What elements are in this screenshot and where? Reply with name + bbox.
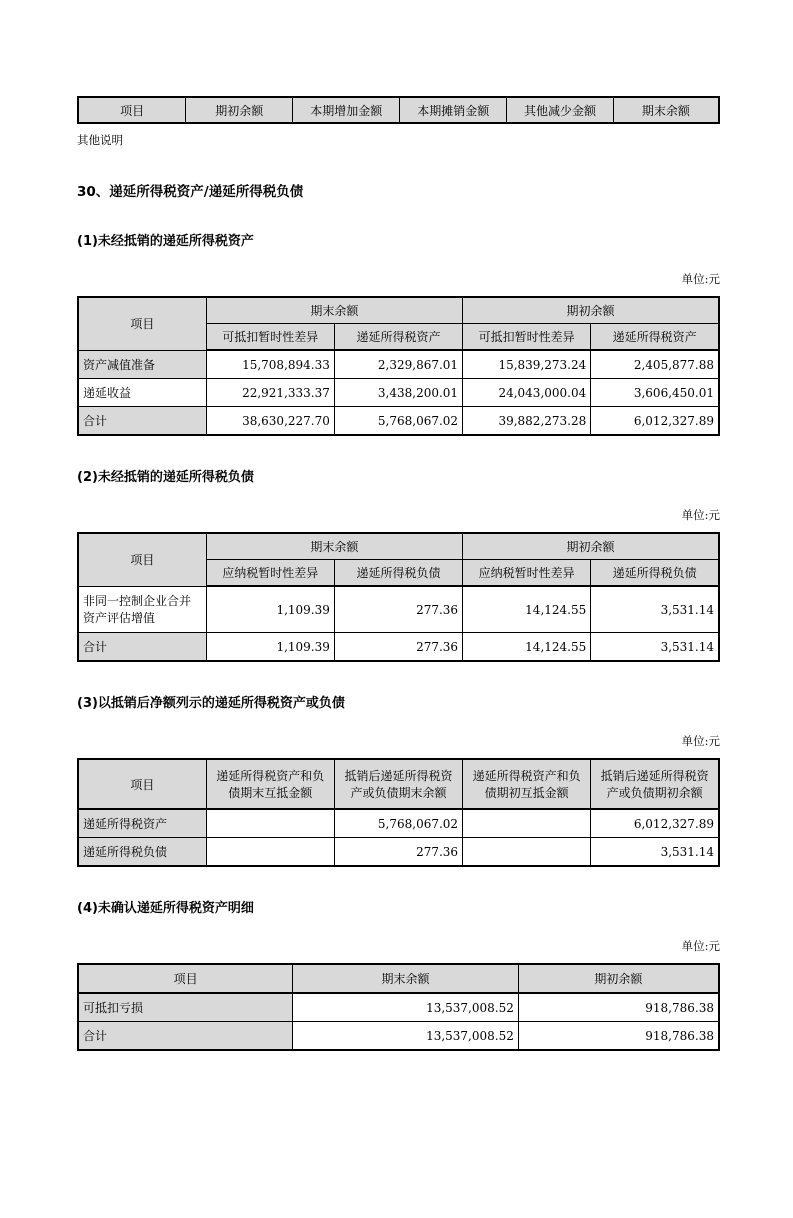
column-header: 递延所得税资产和负债期初互抵金额 (463, 759, 591, 809)
table-header-row (78, 97, 719, 123)
unoffset-dtl-table (77, 532, 720, 662)
value-cell: 22,921,333.37 (206, 379, 334, 407)
table-row (78, 379, 719, 407)
value-cell: 14,124.55 (463, 586, 591, 633)
column-header: 本期摊销金额 (400, 97, 507, 123)
row-label: 非同一控制企业合并资产评估增值 (78, 586, 206, 633)
unrecognized-dta-table (77, 963, 720, 1051)
column-header: 递延所得税资产 (334, 324, 462, 351)
item-column-header: 项目 (78, 964, 293, 993)
value-cell: 2,405,877.88 (591, 350, 719, 379)
total-row (78, 1022, 719, 1051)
unit-label: 单位:元 (681, 939, 720, 953)
subsection-1-title: (1)未经抵销的递延所得税资产 (77, 234, 254, 249)
value-cell: 277.36 (334, 586, 462, 633)
value-cell: 5,768,067.02 (334, 407, 462, 436)
page-content (77, 96, 720, 1051)
value-cell: 15,839,273.24 (463, 350, 591, 379)
column-header: 期末余额 (613, 97, 719, 123)
section-30-title: 30、递延所得税资产/递延所得税负债 (77, 184, 304, 200)
table-row (78, 350, 719, 379)
column-header: 递延所得税负债 (334, 560, 462, 587)
table-row (78, 838, 719, 867)
value-cell: 918,786.38 (518, 1022, 719, 1051)
unit-label: 单位:元 (681, 508, 720, 522)
row-label: 合计 (78, 407, 206, 436)
value-cell: 6,012,327.89 (591, 809, 719, 838)
column-header: 可抵扣暂时性差异 (206, 324, 334, 351)
total-row (78, 407, 719, 436)
table-row (78, 586, 719, 633)
row-label: 合计 (78, 633, 206, 662)
value-cell (463, 809, 591, 838)
value-cell: 3,531.14 (591, 838, 719, 867)
row-label: 资产减值准备 (78, 350, 206, 379)
value-cell: 277.36 (334, 838, 462, 867)
column-header: 递延所得税资产和负债期末互抵金额 (206, 759, 334, 809)
group-header-ending: 期末余额 (206, 533, 462, 560)
row-label: 递延所得税资产 (78, 809, 206, 838)
value-cell: 1,109.39 (206, 633, 334, 662)
item-column-header: 项目 (78, 759, 206, 809)
unit-label: 单位:元 (681, 734, 720, 748)
group-header-beginning: 期初余额 (463, 297, 719, 324)
unoffset-dta-table (77, 296, 720, 436)
other-note-label: 其他说明 (77, 133, 123, 147)
table-row (78, 993, 719, 1022)
column-header: 应纳税暂时性差异 (206, 560, 334, 587)
value-cell: 3,531.14 (591, 586, 719, 633)
column-header: 应纳税暂时性差异 (463, 560, 591, 587)
unit-label: 单位:元 (681, 272, 720, 286)
column-header: 递延所得税资产 (591, 324, 719, 351)
group-header-row (78, 297, 719, 324)
column-header: 项目 (78, 97, 186, 123)
value-cell: 6,012,327.89 (591, 407, 719, 436)
group-header-row (78, 533, 719, 560)
column-header: 期末余额 (293, 964, 519, 993)
value-cell: 39,882,273.28 (463, 407, 591, 436)
row-label: 合计 (78, 1022, 293, 1051)
column-header: 期初余额 (186, 97, 293, 123)
value-cell: 2,329,867.01 (334, 350, 462, 379)
subsection-4-title: (4)未确认递延所得税资产明细 (77, 901, 254, 916)
item-column-header: 项目 (78, 533, 206, 586)
table-header-row (78, 759, 719, 809)
column-header: 可抵扣暂时性差异 (463, 324, 591, 351)
table-row (78, 809, 719, 838)
value-cell: 13,537,008.52 (293, 1022, 519, 1051)
net-dta-dtl-table (77, 758, 720, 867)
row-label: 递延所得税负债 (78, 838, 206, 867)
row-label: 递延收益 (78, 379, 206, 407)
table-header-row (78, 964, 719, 993)
value-cell: 5,768,067.02 (334, 809, 462, 838)
value-cell: 15,708,894.33 (206, 350, 334, 379)
amortization-table-header (77, 96, 720, 124)
column-header: 递延所得税负债 (591, 560, 719, 587)
subsection-3-title: (3)以抵销后净额列示的递延所得税资产或负债 (77, 696, 345, 711)
value-cell: 13,537,008.52 (293, 993, 519, 1022)
column-header: 其他减少金额 (507, 97, 613, 123)
value-cell: 3,438,200.01 (334, 379, 462, 407)
value-cell: 38,630,227.70 (206, 407, 334, 436)
value-cell: 918,786.38 (518, 993, 719, 1022)
column-header: 本期增加金额 (293, 97, 400, 123)
group-header-ending: 期末余额 (206, 297, 462, 324)
group-header-beginning: 期初余额 (463, 533, 719, 560)
value-cell: 3,606,450.01 (591, 379, 719, 407)
column-header: 期初余额 (518, 964, 719, 993)
value-cell: 3,531.14 (591, 633, 719, 662)
value-cell: 24,043,000.04 (463, 379, 591, 407)
total-row (78, 633, 719, 662)
value-cell: 14,124.55 (463, 633, 591, 662)
value-cell (463, 838, 591, 867)
item-column-header: 项目 (78, 297, 206, 350)
column-header: 抵销后递延所得税资产或负债期末余额 (334, 759, 462, 809)
value-cell: 1,109.39 (206, 586, 334, 633)
value-cell (206, 809, 334, 838)
subsection-2-title: (2)未经抵销的递延所得税负债 (77, 470, 254, 485)
row-label: 可抵扣亏损 (78, 993, 293, 1022)
column-header: 抵销后递延所得税资产或负债期初余额 (591, 759, 719, 809)
value-cell (206, 838, 334, 867)
value-cell: 277.36 (334, 633, 462, 662)
